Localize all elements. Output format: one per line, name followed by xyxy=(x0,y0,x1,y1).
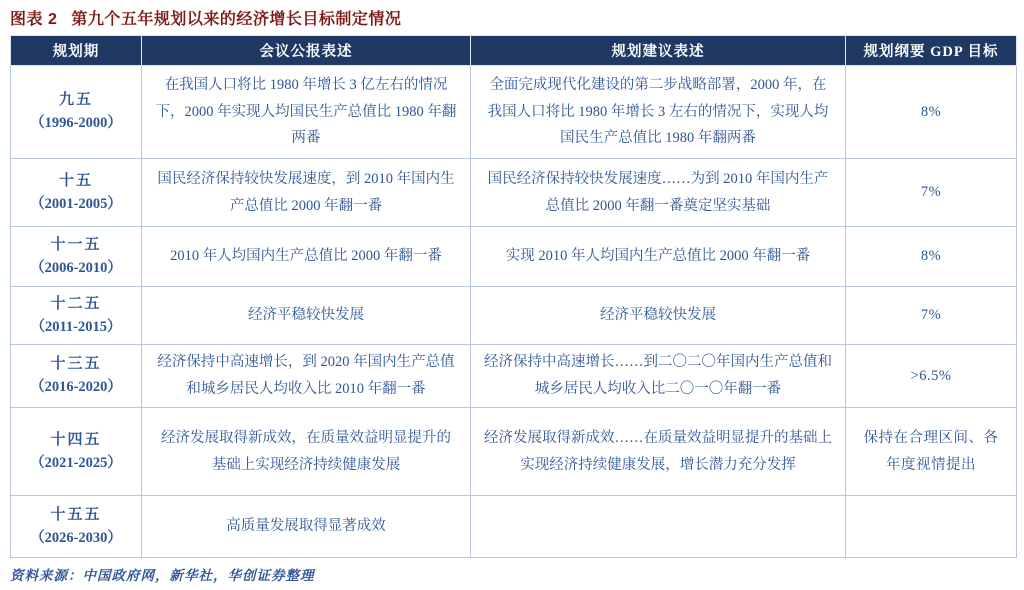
communique-cell: 在我国人口将比 1980 年增长 3 亿左右的情况下，2000 年实现人均国民生产总值比 1980 年翻两番 xyxy=(142,66,471,159)
gdp-target-cell: 7% xyxy=(846,159,1017,227)
header-plan-period: 规划期 xyxy=(11,36,142,66)
proposal-cell xyxy=(471,496,846,558)
plan-name: 十五 xyxy=(58,172,93,189)
plan-years: （2011-2015） xyxy=(30,318,122,335)
proposal-cell: 经济发展取得新成效……在质量效益明显提升的基础上实现经济持续健康发展，增长潜力充分发挥 xyxy=(471,408,846,496)
proposal-cell: 全面完成现代化建设的第二步战略部署，2000 年，在我国人口将比 1980 年增长 3 左右的情况下，实现人均国民生产总值比 1980 年翻两番 xyxy=(471,66,846,159)
gdp-target-cell: 保持在合理区间、各年度视情提出 xyxy=(846,408,1017,496)
proposal-cell: 实现 2010 年人均国内生产总值比 2000 年翻一番 xyxy=(471,227,846,287)
communique-cell: 国民经济保持较快发展速度，到 2010 年国内生产总值比 2000 年翻一番 xyxy=(142,159,471,227)
plan-years: （2016-2020） xyxy=(30,379,122,396)
communique-cell: 2010 年人均国内生产总值比 2000 年翻一番 xyxy=(142,227,471,287)
plan-name: 十五五 xyxy=(50,506,102,523)
plan-period-cell xyxy=(11,345,142,408)
gdp-target-cell: 8% xyxy=(846,227,1017,287)
proposal-cell: 经济保持中高速增长……到二〇二〇年国内生产总值和城乡居民人均收入比二〇一〇年翻一番 xyxy=(471,345,846,408)
proposal-cell: 国民经济保持较快发展速度……为到 2010 年国内生产总值比 2000 年翻一番奠定坚实基础 xyxy=(471,159,846,227)
table-body xyxy=(11,66,1017,558)
plan-years: （2006-2010） xyxy=(30,259,122,276)
communique-cell: 经济保持中高速增长，到 2020 年国内生产总值和城乡居民人均收入比 2010 年翻一番 xyxy=(142,345,471,408)
source-note: 资料来源：中国政府网，新华社，华创证券整理 xyxy=(10,568,315,583)
plan-name: 十四五 xyxy=(50,431,102,448)
proposal-cell: 经济平稳较快发展 xyxy=(471,287,846,345)
table-row xyxy=(11,345,1017,408)
gdp-target-cell: 8% xyxy=(846,66,1017,159)
gdp-target-cell: >6.5% xyxy=(846,345,1017,408)
plan-years: （2021-2025） xyxy=(30,454,122,471)
table-header-row xyxy=(11,36,1017,66)
figure-title-text: 第九个五年规划以来的经济增长目标制定情况 xyxy=(71,11,402,28)
communique-cell: 高质量发展取得显著成效 xyxy=(142,496,471,558)
plan-name: 九五 xyxy=(58,92,93,109)
gdp-target-cell: 7% xyxy=(846,287,1017,345)
table-row xyxy=(11,408,1017,496)
plan-years: （2001-2005） xyxy=(30,195,122,212)
plan-name: 十二五 xyxy=(50,295,102,312)
header-communique: 会议公报表述 xyxy=(142,36,471,66)
table-row xyxy=(11,159,1017,227)
plan-period-cell xyxy=(11,227,142,287)
five-year-plan-table xyxy=(10,35,1017,558)
figure-label: 图表 2 xyxy=(10,11,58,28)
table-row xyxy=(11,287,1017,345)
plan-name: 十一五 xyxy=(50,236,102,253)
plan-period-cell xyxy=(11,159,142,227)
header-gdp-target: 规划纲要 GDP 目标 xyxy=(846,36,1017,66)
plan-name: 十三五 xyxy=(50,356,102,373)
figure-caption xyxy=(10,6,401,29)
plan-period-cell xyxy=(11,66,142,159)
plan-period-cell xyxy=(11,287,142,345)
table-row xyxy=(11,227,1017,287)
plan-years: （2026-2030） xyxy=(30,529,122,546)
plan-period-cell xyxy=(11,496,142,558)
communique-cell: 经济发展取得新成效，在质量效益明显提升的基础上实现经济持续健康发展 xyxy=(142,408,471,496)
table-row xyxy=(11,496,1017,558)
plan-years: （1996-2000） xyxy=(30,115,122,132)
communique-cell: 经济平稳较快发展 xyxy=(142,287,471,345)
gdp-target-cell xyxy=(846,496,1017,558)
header-proposal: 规划建议表述 xyxy=(471,36,846,66)
plan-period-cell xyxy=(11,408,142,496)
table-row xyxy=(11,66,1017,159)
